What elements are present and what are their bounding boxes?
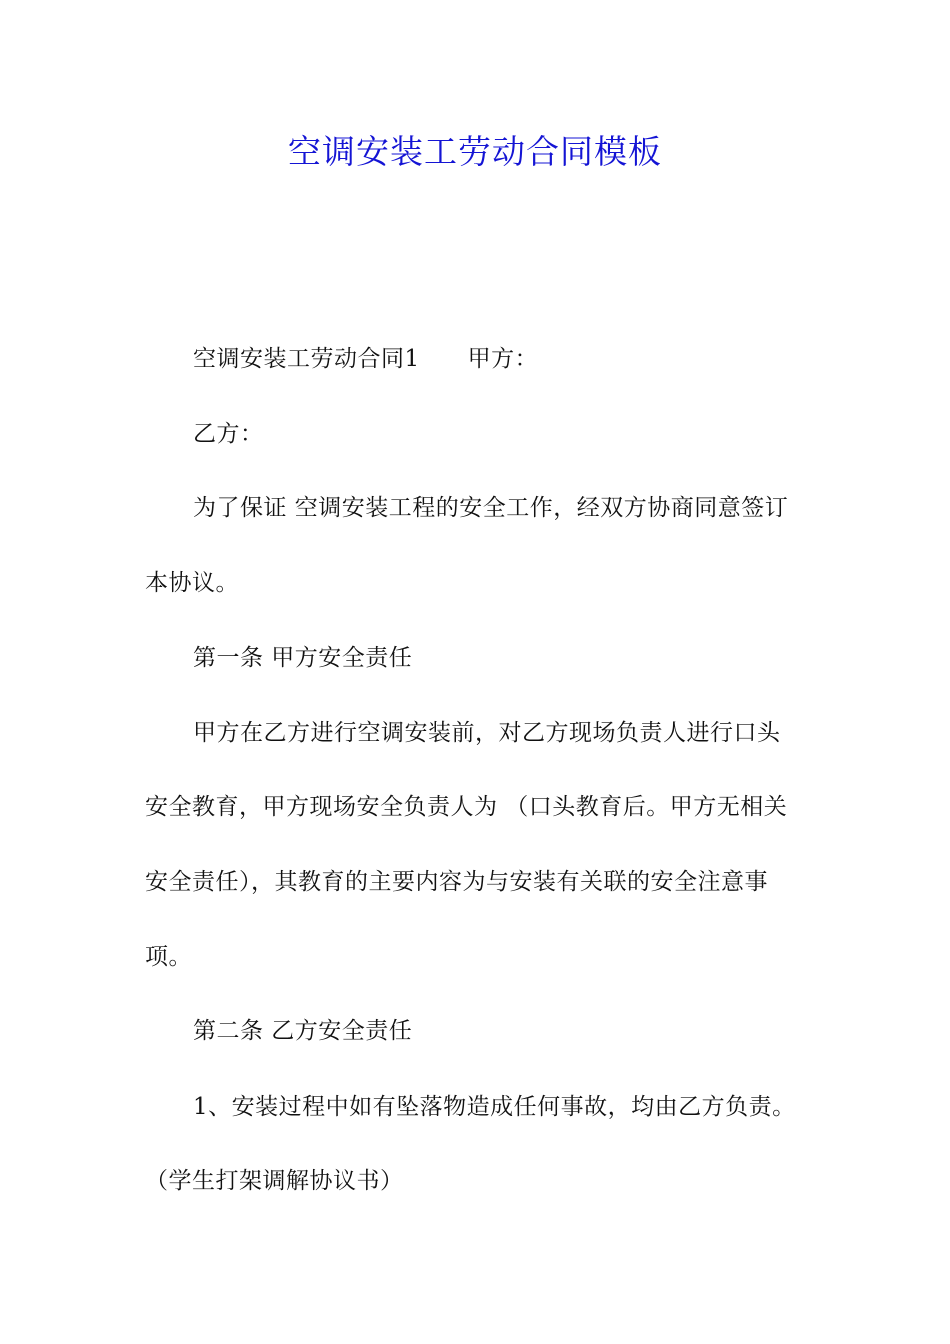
article-1-heading: 第一条 甲方安全责任 [193,645,413,671]
article-1-line-4: 项。 [145,944,192,970]
contract-heading-line [145,343,863,375]
party-a-label: 甲方： [467,346,539,372]
article-1-line-1: 甲方在乙方进行空调安装前，对乙方现场负责人进行口头 [193,720,781,746]
article-2-heading: 第二条 乙方安全责任 [193,1018,413,1044]
document-title: 空调安装工劳动合同模板 [288,132,662,171]
party-b-label: 乙方： [193,421,264,447]
intro-paragraph-line-2: 本协议。 [145,570,239,596]
intro-paragraph-line-1: 为了保证 空调安装工程的安全工作，经双方协商同意签订 [193,495,789,521]
article-2-item-1: 1、安装过程中如有坠落物造成任何事故，均由乙方负责。 [193,1094,796,1120]
contract-heading: 空调安装工劳动合同1 [193,346,420,372]
article-1-line-3: 安全责任），其教育的主要内容为与安装有关联的安全注意事 [145,869,768,895]
article-1-line-2: 安全教育，甲方现场安全负责人为 （口头教育后。甲方无相关 [145,794,788,820]
document-note: （学生打架调解协议书） [145,1168,404,1194]
